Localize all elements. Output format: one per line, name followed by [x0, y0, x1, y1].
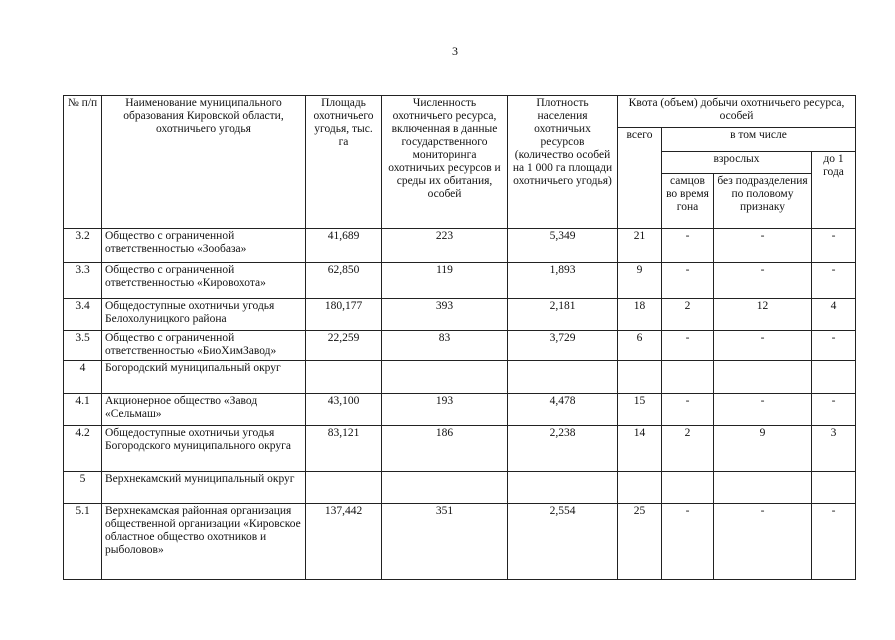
row-nosex: - [714, 504, 812, 580]
row-name: Общество с ограниченной ответственностью «БиоХимЗавод» [102, 331, 306, 361]
row-males: 2 [662, 299, 714, 331]
row-area: 41,689 [306, 229, 382, 263]
row-density: 5,349 [508, 229, 618, 263]
row-total: 6 [618, 331, 662, 361]
row-nosex: - [714, 394, 812, 426]
row-males: - [662, 263, 714, 299]
quota-table [63, 95, 856, 580]
row-num: 4.2 [64, 426, 102, 472]
table-row [64, 426, 856, 472]
table-row [64, 229, 856, 263]
header-count: Численность охотничьего ресурса, включенная в данные государственного мониторинга охотничьих ресурсов и среды их обитания, особей [382, 96, 508, 229]
row-num: 5 [64, 472, 102, 504]
row-area: 83,121 [306, 426, 382, 472]
row-under1: - [812, 263, 856, 299]
row-males: - [662, 504, 714, 580]
row-total: 18 [618, 299, 662, 331]
row-density [508, 361, 618, 394]
header-density: Плотность населения охотничьих ресурсов (количество особей на 1 000 га площади охотничьего угодья) [508, 96, 618, 229]
row-num: 3.4 [64, 299, 102, 331]
row-under1 [812, 472, 856, 504]
header-males: самцов во время гона [662, 174, 714, 229]
row-total: 21 [618, 229, 662, 263]
row-count [382, 472, 508, 504]
row-males [662, 361, 714, 394]
row-under1: 3 [812, 426, 856, 472]
row-area: 137,442 [306, 504, 382, 580]
row-under1: - [812, 331, 856, 361]
row-num: 5.1 [64, 504, 102, 580]
row-total: 15 [618, 394, 662, 426]
table-row [64, 299, 856, 331]
row-under1: - [812, 504, 856, 580]
header-nosex: без подразделения по половому признаку [714, 174, 812, 229]
row-name: Акционерное общество «Завод «Сельмаш» [102, 394, 306, 426]
table-row [64, 361, 856, 394]
row-count: 193 [382, 394, 508, 426]
row-nosex [714, 472, 812, 504]
row-area [306, 361, 382, 394]
header-num: № п/п [64, 96, 102, 229]
row-count: 223 [382, 229, 508, 263]
header-under1: до 1 года [812, 152, 856, 229]
row-count [382, 361, 508, 394]
row-density: 2,238 [508, 426, 618, 472]
row-count: 351 [382, 504, 508, 580]
row-area: 62,850 [306, 263, 382, 299]
row-name: Верхнекамский муниципальный округ [102, 472, 306, 504]
row-under1: - [812, 394, 856, 426]
row-num: 4 [64, 361, 102, 394]
row-total: 14 [618, 426, 662, 472]
table-body [64, 229, 856, 580]
row-density: 1,893 [508, 263, 618, 299]
table-row [64, 504, 856, 580]
row-num: 3.2 [64, 229, 102, 263]
row-name: Общедоступные охотничьи угодья Богородского муниципального округа [102, 426, 306, 472]
header-area: Площадь охотничьего угодья, тыс. га [306, 96, 382, 229]
table-row [64, 394, 856, 426]
row-nosex [714, 361, 812, 394]
row-total: 25 [618, 504, 662, 580]
row-under1 [812, 361, 856, 394]
row-density: 3,729 [508, 331, 618, 361]
table-row [64, 331, 856, 361]
header-adults: взрослых [662, 152, 812, 174]
row-nosex: 12 [714, 299, 812, 331]
row-area [306, 472, 382, 504]
row-area: 43,100 [306, 394, 382, 426]
row-total [618, 472, 662, 504]
row-males: - [662, 331, 714, 361]
row-males: - [662, 229, 714, 263]
row-num: 3.5 [64, 331, 102, 361]
row-area: 22,259 [306, 331, 382, 361]
row-name: Верхнекамская районная организация общественной организации «Кировское областное общество охотников и рыболовов» [102, 504, 306, 580]
row-name: Общедоступные охотничьи угодья Белохолуницкого района [102, 299, 306, 331]
header-total: всего [618, 128, 662, 229]
row-name: Общество с ограниченной ответственностью «Кировохота» [102, 263, 306, 299]
row-nosex: - [714, 331, 812, 361]
row-total: 9 [618, 263, 662, 299]
row-density: 2,554 [508, 504, 618, 580]
row-under1: - [812, 229, 856, 263]
row-density: 4,478 [508, 394, 618, 426]
row-count: 119 [382, 263, 508, 299]
row-num: 4.1 [64, 394, 102, 426]
row-total [618, 361, 662, 394]
row-name: Общество с ограниченной ответственностью «Зообаза» [102, 229, 306, 263]
row-males: - [662, 394, 714, 426]
row-area: 180,177 [306, 299, 382, 331]
header-incl: в том числе [662, 128, 856, 152]
table-row [64, 472, 856, 504]
row-under1: 4 [812, 299, 856, 331]
row-nosex: - [714, 263, 812, 299]
table-row [64, 263, 856, 299]
row-males: 2 [662, 426, 714, 472]
row-name: Богородский муниципальный округ [102, 361, 306, 394]
row-density [508, 472, 618, 504]
row-males [662, 472, 714, 504]
row-count: 83 [382, 331, 508, 361]
header-name: Наименование муниципального образования Кировской области, охотничьего угодья [102, 96, 306, 229]
row-num: 3.3 [64, 263, 102, 299]
row-nosex: - [714, 229, 812, 263]
row-nosex: 9 [714, 426, 812, 472]
row-density: 2,181 [508, 299, 618, 331]
row-count: 393 [382, 299, 508, 331]
page-number: 3 [452, 44, 458, 58]
row-count: 186 [382, 426, 508, 472]
table-header [64, 96, 856, 229]
header-quota: Квота (объем) добычи охотничьего ресурса, особей [618, 96, 856, 128]
